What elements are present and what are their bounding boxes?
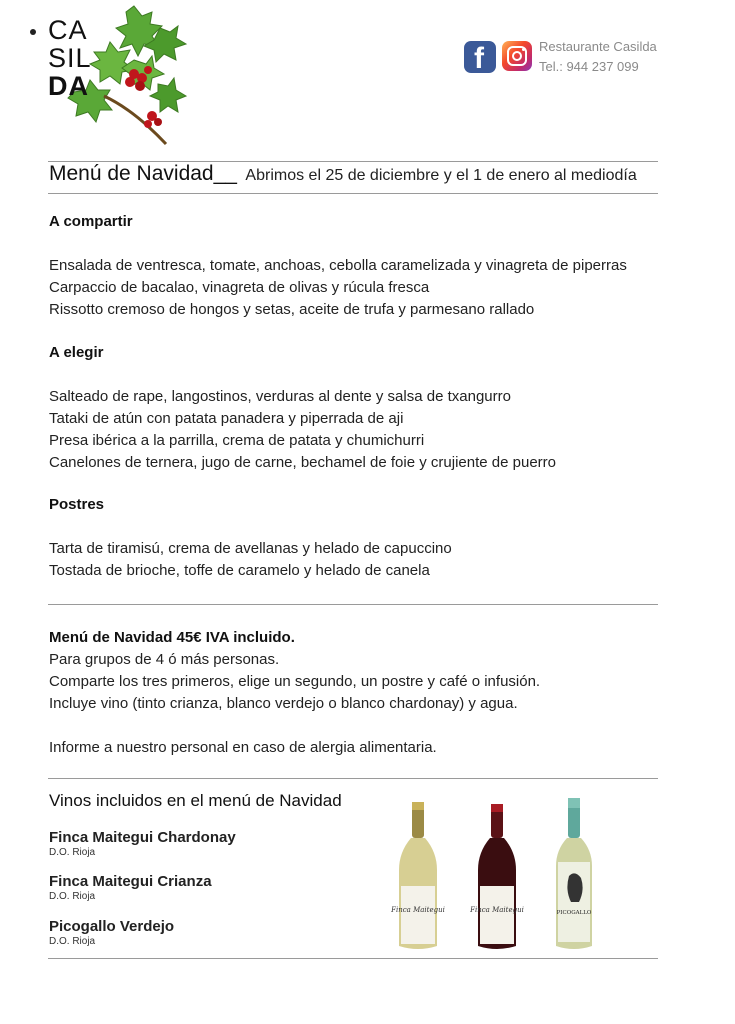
wine-name: Finca Maitegui Chardonay [49, 829, 236, 846]
info-line: Comparte los tres primeros, elige un segundo, un postre y café o infusión. [49, 673, 541, 690]
menu-item: Ensalada de ventresca, tomate, anchoas, cebolla caramelizada y vinagreta de piperras [49, 257, 627, 274]
menu-title: Menú de Navidad__ [49, 162, 237, 185]
info-line: Para grupos de 4 ó más personas. [49, 651, 280, 668]
divider [48, 193, 658, 194]
menu-title-row [49, 162, 661, 186]
bottle-crianza [469, 804, 524, 949]
wine-origin: D.O. Rioja [49, 847, 96, 858]
bullet-dot [30, 29, 36, 35]
menu-item: Tataki de atún con patata panadera y piperrada de aji [49, 410, 404, 427]
contact-info [539, 37, 657, 77]
wines-title: Vinos incluidos en el menú de Navidad [49, 791, 342, 810]
wine-name: Picogallo Verdejo [49, 918, 175, 935]
section-a-compartir [49, 211, 627, 321]
menu-item: Tarta de tiramisú, crema de avellanas y helado de capuccino [49, 540, 452, 557]
wine-item [49, 829, 236, 859]
menu-info [49, 627, 540, 759]
menu-item: Carpaccio de bacalao, vinagreta de olivas y rúcula fresca [49, 279, 430, 296]
menu-item: Tostada de brioche, toffe de caramelo y helado de canela [49, 562, 430, 579]
wine-name: Finca Maitegui Crianza [49, 873, 212, 890]
section-heading: A compartir [49, 213, 133, 230]
section-heading: A elegir [49, 344, 104, 361]
social-links [464, 41, 532, 73]
bottle-chardonay [390, 802, 445, 949]
facebook-icon[interactable]: f [464, 41, 496, 73]
divider [48, 604, 658, 605]
wine-item [49, 918, 174, 948]
menu-item: Presa ibérica a la parrilla, crema de patata y chumichurri [49, 432, 425, 449]
bottle-label: Finca Maitegui [391, 906, 445, 914]
phone-number: Tel.: 944 237 099 [539, 59, 639, 74]
wine-item [49, 873, 212, 903]
menu-item: Rissotto cremoso de hongos y setas, aceite de trufa y parmesano rallado [49, 301, 535, 318]
bottle-picogallo [556, 798, 592, 949]
wine-origin: D.O. Rioja [49, 936, 96, 947]
menu-item: Salteado de rape, langostinos, verduras al dente y salsa de txangurro [49, 388, 511, 405]
allergy-note: Informe a nuestro personal en caso de alergia alimentaria. [49, 739, 437, 756]
divider [48, 958, 658, 959]
menu-subtitle: Abrimos el 25 de diciembre y el 1 de enero al mediodía [245, 167, 637, 184]
logo-line-1: CA [48, 15, 88, 45]
info-line: Incluye vino (tinto crianza, blanco verdejo o blanco chardonay) y agua. [49, 695, 518, 712]
divider [48, 778, 658, 779]
price-line: Menú de Navidad 45€ IVA incluido. [49, 629, 295, 646]
restaurant-name: Restaurante Casilda [539, 39, 657, 54]
casilda-logo [48, 16, 92, 100]
section-postres [49, 494, 452, 582]
logo-line-3: DA [48, 71, 89, 101]
wine-bottles-image [385, 790, 620, 955]
wine-origin: D.O. Rioja [49, 891, 96, 902]
instagram-icon[interactable] [502, 41, 532, 71]
section-heading: Postres [49, 496, 105, 513]
section-a-elegir [49, 342, 556, 474]
menu-item: Canelones de ternera, jugo de carne, bechamel de foie y crujiente de puerro [49, 454, 556, 471]
bottle-label: Finca Maitegui [470, 906, 524, 914]
logo-line-2: SIL [48, 43, 92, 73]
bottle-label: PICOGALLO [556, 910, 592, 916]
